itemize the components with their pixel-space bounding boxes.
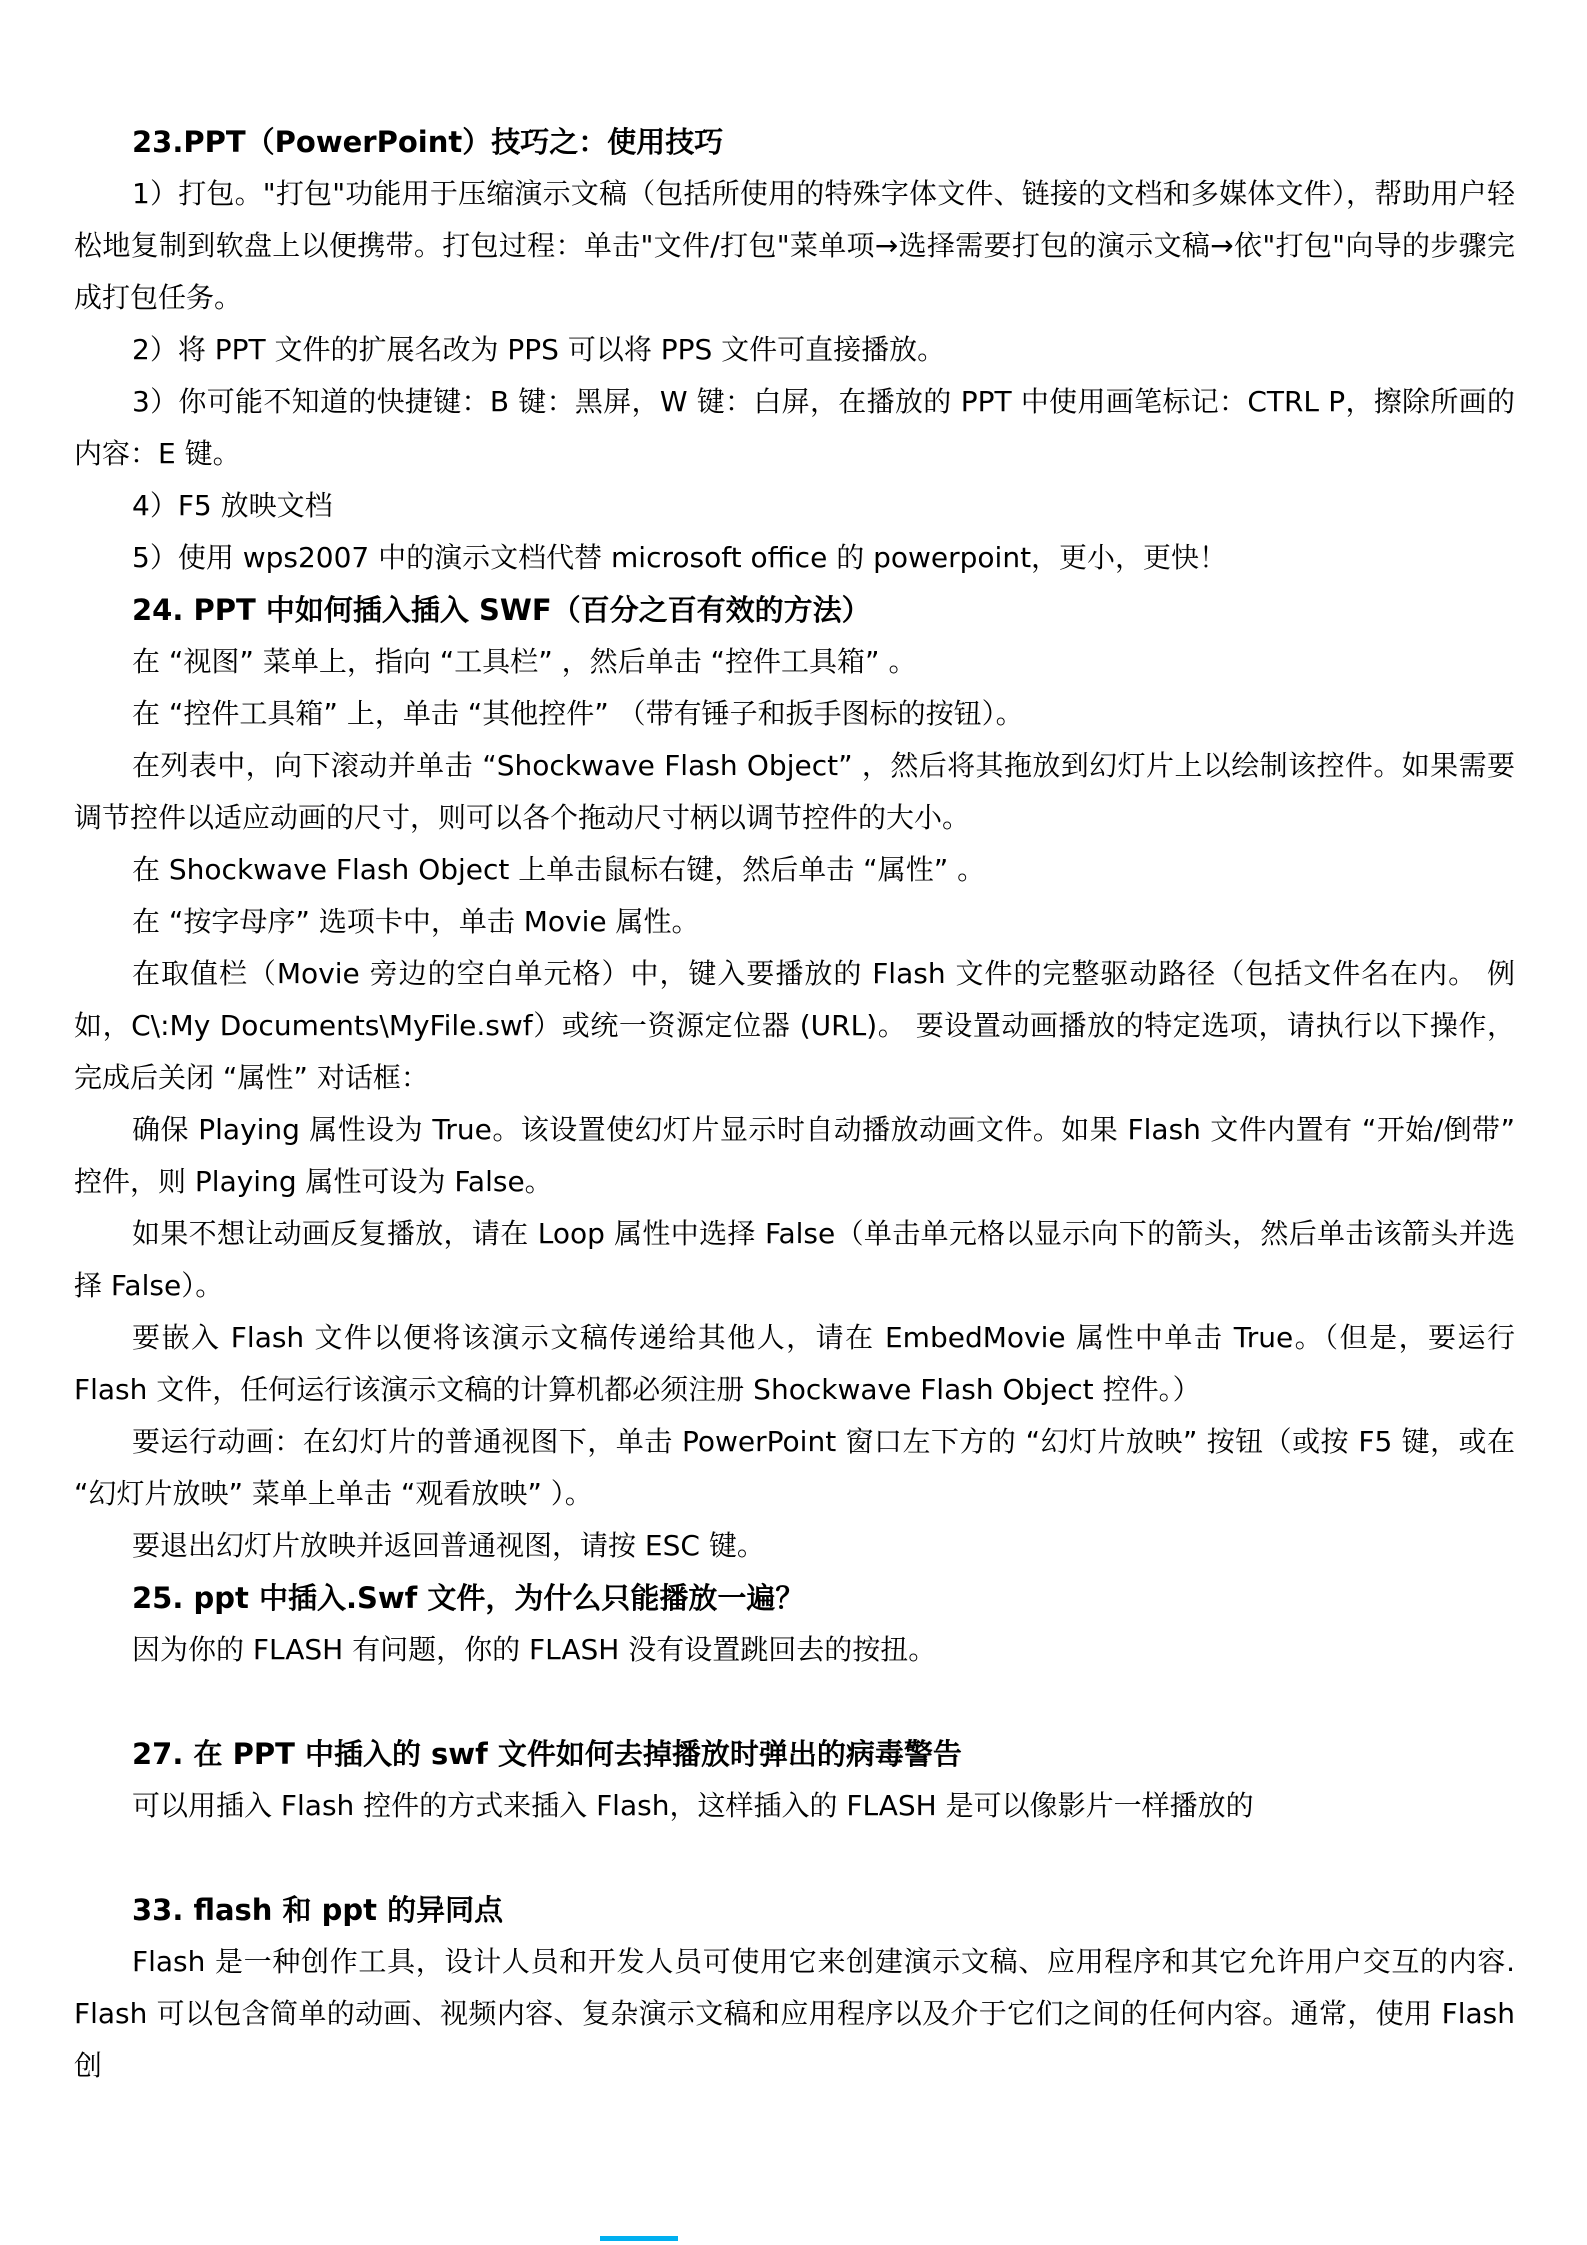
section-24-heading: 24. PPT 中如何插入插入 SWF（百分之百有效的方法） (132, 593, 871, 627)
paragraph: 可以用插入 Flash 控件的方式来插入 Flash，这样插入的 FLASH 是可以像影片一样播放的 (132, 1789, 1254, 1822)
paragraph: 确保 Playing 属性设为 True。该设置使幻灯片显示时自动播放动画文件。如果 Flash 文件内置有 “开始/倒带” 控件，则 Playing 属性可设为 False。 (74, 1113, 1515, 1198)
paragraph: 要退出幻灯片放映并返回普通视图，请按 ESC 键。 (132, 1529, 765, 1562)
section-27-heading: 27. 在 PPT 中插入的 swf 文件如何去掉播放时弹出的病毒警告 (132, 1737, 962, 1771)
paragraph: 在列表中，向下滚动并单击 “Shockwave Flash Object” ，然后将其拖放到幻灯片上以绘制该控件。如果需要调节控件以适应动画的尺寸，则可以各个拖动尺寸柄以调节控件的大小。 (74, 749, 1515, 834)
paragraph: 在 “视图” 菜单上，指向 “工具栏” ，然后单击 “控件工具箱” 。 (132, 645, 917, 678)
paragraph: 5）使用 wps2007 中的演示文档代替 microsoft office 的 powerpoint，更小，更快！ (132, 541, 1228, 574)
paragraph: 在取值栏（Movie 旁边的空白单元格）中，键入要播放的 Flash 文件的完整驱动路径（包括文件名在内。 例如，C\:My Documents\MyFile.swf）或统一资源定位器 (URL)。 要设置动画播放的特定选项，请执行以下操作，完成后关闭 “属性” 对话框： (74, 957, 1515, 1094)
paragraph: 4）F5 放映文档 (132, 489, 333, 522)
paragraph: 3）你可能不知道的快捷键：B 键：黑屏，W 键：白屏，在播放的 PPT 中使用画笔标记：CTRL P，擦除所画的内容：E 键。 (74, 385, 1515, 470)
blank-line (74, 1832, 1515, 1884)
section-25-heading: 25. ppt 中插入.Swf 文件，为什么只能播放一遍？ (132, 1581, 805, 1615)
paragraph: 要嵌入 Flash 文件以便将该演示文稿传递给其他人，请在 EmbedMovie 属性中单击 True。（但是，要运行 Flash 文件，任何运行该演示文稿的计算机都必须注册 Shockwave Flash Object 控件。） (74, 1321, 1515, 1406)
section-33-heading: 33. flash 和 ppt 的异同点 (132, 1893, 504, 1927)
section-23-heading: 23.PPT（PowerPoint）技巧之：使用技巧 (132, 125, 724, 159)
paragraph: 在 Shockwave Flash Object 上单击鼠标右键，然后单击 “属性” 。 (132, 853, 986, 886)
paragraph: 在 “按字母序” 选项卡中，单击 Movie 属性。 (132, 905, 700, 938)
paragraph: 1）打包。"打包"功能用于压缩演示文稿（包括所使用的特殊字体文件、链接的文档和多媒体文件），帮助用户轻松地复制到软盘上以便携带。打包过程：单击"文件/打包"菜单项→选择需要打包的演示文稿→依"打包"向导的步骤完成打包任务。 (74, 177, 1515, 314)
blank-line (74, 1676, 1515, 1728)
paragraph: 在 “控件工具箱” 上，单击 “其他控件” （带有锤子和扳手图标的按钮）。 (132, 697, 1024, 730)
paragraph: 2）将 PPT 文件的扩展名改为 PPS 可以将 PPS 文件可直接播放。 (132, 333, 946, 366)
paragraph: 要运行动画：在幻灯片的普通视图下，单击 PowerPoint 窗口左下方的 “幻灯片放映” 按钮（或按 F5 键，或在 “幻灯片放映” 菜单上单击 “观看放映” ）。 (74, 1425, 1515, 1510)
paragraph: 因为你的 FLASH 有问题，你的 FLASH 没有设置跳回去的按扭。 (132, 1633, 937, 1666)
paragraph: 如果不想让动画反复播放，请在 Loop 属性中选择 False（单击单元格以显示向下的箭头，然后单击该箭头并选择 False）。 (74, 1217, 1515, 1302)
paragraph: Flash 是一种创作工具，设计人员和开发人员可使用它来创建演示文稿、应用程序和其它允许用户交互的内容. Flash 可以包含简单的动画、视频内容、复杂演示文稿和应用程序以及介于它们之间的任何内容。通常，使用 Flash 创 (74, 1945, 1515, 2082)
next-page-edge-marker (600, 2236, 678, 2241)
